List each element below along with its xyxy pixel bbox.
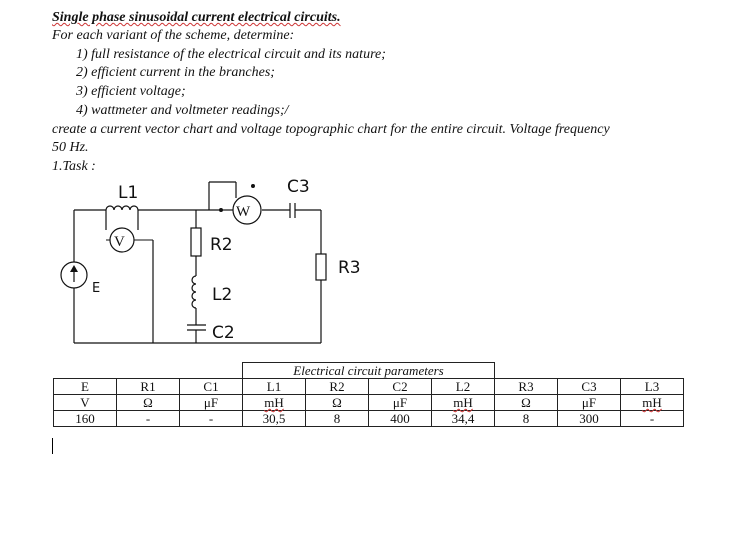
unit-cell: mH xyxy=(432,395,495,411)
header-cell: L2 xyxy=(432,379,495,395)
header-cell: E xyxy=(54,379,117,395)
unit-cell: Ω xyxy=(117,395,180,411)
header-cell: C3 xyxy=(558,379,621,395)
label-r2: R2 xyxy=(210,235,233,255)
label-v: V xyxy=(114,234,125,250)
value-cell: 30,5 xyxy=(243,411,306,427)
list-item: 3) efficient voltage; xyxy=(76,84,186,99)
text-cursor xyxy=(52,438,53,454)
unit-cell: μF xyxy=(180,395,243,411)
label-c2: C2 xyxy=(212,323,235,343)
header-cell: R2 xyxy=(306,379,369,395)
list-item: 2) efficient current in the branches; xyxy=(76,65,275,80)
value-cell: 400 xyxy=(369,411,432,427)
value-cell: - xyxy=(117,411,180,427)
intro-text: For each variant of the scheme, determine: xyxy=(52,28,295,43)
header-cell: R3 xyxy=(495,379,558,395)
label-l2: L2 xyxy=(212,285,233,305)
unit-cell: mH xyxy=(621,395,684,411)
create-text: create a current vector chart and voltage topographic chart for the entire circuit. Voltage frequency xyxy=(52,122,610,137)
document-title: Single phase sinusoidal current electrical circuits. xyxy=(52,10,341,25)
label-c3: C3 xyxy=(287,177,310,197)
unit-cell: mH xyxy=(243,395,306,411)
value-cell: 8 xyxy=(495,411,558,427)
value-cell: - xyxy=(621,411,684,427)
label-e: E xyxy=(92,281,101,296)
header-cell: R1 xyxy=(117,379,180,395)
header-cell: L1 xyxy=(243,379,306,395)
unit-cell: V xyxy=(54,395,117,411)
table-header-row xyxy=(54,379,684,395)
unit-cell: Ω xyxy=(495,395,558,411)
header-cell: C2 xyxy=(369,379,432,395)
resistor-r3 xyxy=(316,254,326,280)
header-cell: L3 xyxy=(621,379,684,395)
table-values-row xyxy=(54,411,684,427)
parameters-table xyxy=(53,362,684,427)
label-w: W xyxy=(236,204,251,220)
label-l1: L1 xyxy=(118,183,139,203)
table-units-row xyxy=(54,395,684,411)
list-item: 1) full resistance of the electrical circuit and its nature; xyxy=(76,47,386,62)
label-r3: R3 xyxy=(338,258,361,278)
list-item: 4) wattmeter and voltmeter readings;/ xyxy=(76,103,289,118)
table-caption: Electrical circuit parameters xyxy=(243,363,495,379)
resistor-r2 xyxy=(191,228,201,256)
value-cell: 34,4 xyxy=(432,411,495,427)
value-cell: 300 xyxy=(558,411,621,427)
header-cell: C1 xyxy=(180,379,243,395)
value-cell: - xyxy=(180,411,243,427)
circuit-diagram xyxy=(0,170,732,362)
unit-cell: Ω xyxy=(306,395,369,411)
value-cell: 160 xyxy=(54,411,117,427)
unit-cell: μF xyxy=(369,395,432,411)
task-label: 1.Task : xyxy=(52,159,96,174)
frequency-text: 50 Hz. xyxy=(52,140,89,155)
unit-cell: μF xyxy=(558,395,621,411)
value-cell: 8 xyxy=(306,411,369,427)
